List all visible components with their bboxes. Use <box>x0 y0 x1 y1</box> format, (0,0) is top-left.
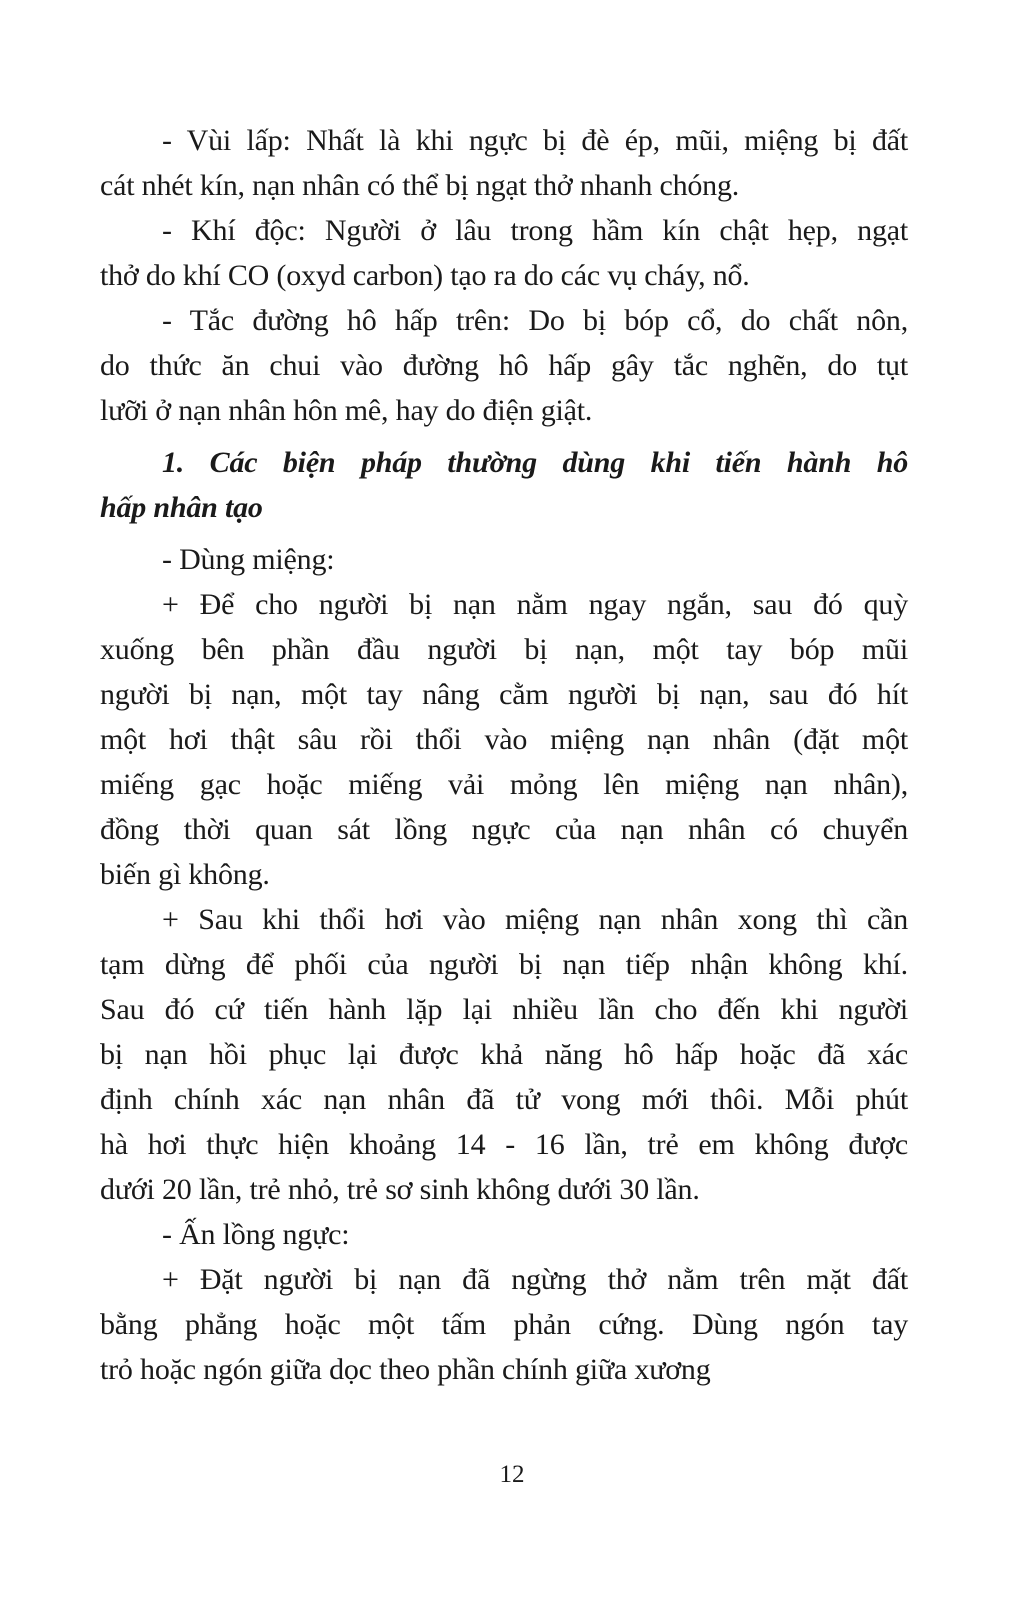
paragraph <box>100 118 908 208</box>
text-line: do thức ăn chui vào đường hô hấp gây tắc nghẽn, do tụt <box>100 349 908 382</box>
paragraph <box>100 298 908 433</box>
text-line: - Ấn lồng ngực: <box>162 1218 350 1251</box>
text-line: - Dùng miệng: <box>162 543 335 576</box>
text-line: Sau đó cứ tiến hành lặp lại nhiều lần cho đến khi người <box>100 993 908 1026</box>
text-line: trỏ hoặc ngón giữa dọc theo phần chính giữa xương <box>100 1353 711 1386</box>
text-line: một hơi thật sâu rồi thổi vào miệng nạn nhân (đặt một <box>100 723 908 756</box>
text-line: tạm dừng để phối của người bị nạn tiếp nhận không khí. <box>100 948 908 981</box>
section-heading <box>100 440 908 530</box>
text-line: xuống bên phần đầu người bị nạn, một tay bóp mũi <box>100 633 908 666</box>
text-line: miếng gạc hoặc miếng vải mỏng lên miệng nạn nhân), <box>100 768 908 801</box>
text-line: cát nhét kín, nạn nhân có thể bị ngạt thở nhanh chóng. <box>100 169 740 202</box>
text-line: dưới 20 lần, trẻ nhỏ, trẻ sơ sinh không dưới 30 lần. <box>100 1173 700 1206</box>
text-line: người bị nạn, một tay nâng cằm người bị nạn, sau đó hít <box>100 678 908 711</box>
text-line: - Vùi lấp: Nhất là khi ngực bị đè ép, mũi, miệng bị đất <box>162 124 908 157</box>
text-line: 1. Các biện pháp thường dùng khi tiến hành hô <box>162 446 908 479</box>
text-line: bị nạn hồi phục lại được khả năng hô hấp hoặc đã xác <box>100 1038 908 1071</box>
paragraph <box>100 582 908 897</box>
text-line: - Khí độc: Người ở lâu trong hầm kín chật hẹp, ngạt <box>162 214 908 247</box>
paragraph <box>100 1257 908 1392</box>
text-line: + Đặt người bị nạn đã ngừng thở nằm trên mặt đất <box>162 1263 908 1296</box>
paragraph <box>100 897 908 1212</box>
paragraph <box>100 208 908 298</box>
text-line: hà hơi thực hiện khoảng 14 - 16 lần, trẻ em không được <box>100 1128 908 1161</box>
page-text-block <box>100 118 908 1392</box>
text-line: thở do khí CO (oxyd carbon) tạo ra do các vụ cháy, nổ. <box>100 259 750 292</box>
text-line: lưỡi ở nạn nhân hôn mê, hay do điện giật. <box>100 394 593 427</box>
text-line: biến gì không. <box>100 858 270 891</box>
paragraph <box>100 537 908 582</box>
page-number: 12 <box>499 1461 525 1488</box>
paragraph <box>100 1212 908 1257</box>
text-line: - Tắc đường hô hấp trên: Do bị bóp cổ, do chất nôn, <box>162 304 908 337</box>
text-line: + Để cho người bị nạn nằm ngay ngắn, sau đó quỳ <box>162 588 908 621</box>
text-line: + Sau khi thổi hơi vào miệng nạn nhân xong thì cần <box>162 903 908 936</box>
text-line: đồng thời quan sát lồng ngực của nạn nhân có chuyển <box>100 813 908 846</box>
text-line: định chính xác nạn nhân đã tử vong mới thôi. Mỗi phút <box>100 1083 908 1116</box>
text-line: bằng phẳng hoặc một tấm phản cứng. Dùng ngón tay <box>100 1308 908 1341</box>
text-line: hấp nhân tạo <box>100 491 263 524</box>
